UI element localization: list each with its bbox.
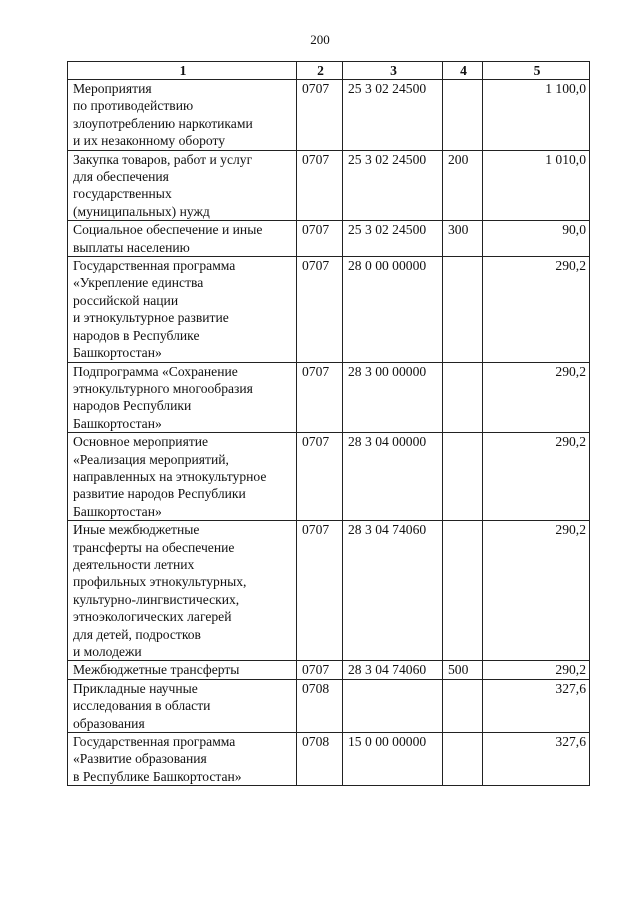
header-col-4: 4 [443,62,483,80]
row-expense-type: 300 [443,221,483,257]
row-target-code: 28 3 00 00000 [343,362,443,433]
row-amount: 290,2 [483,433,590,521]
row-target-code: 15 0 00 00000 [343,733,443,786]
row-expense-type: 500 [443,661,483,679]
row-target-code: 25 3 02 24500 [343,80,443,151]
row-amount: 90,0 [483,221,590,257]
table-row [68,221,590,257]
row-section: 0707 [297,433,343,521]
row-name: Подпрограмма «Сохранение этнокультурного многообразия народов Республики Башкортостан» [68,362,297,433]
header-col-2: 2 [297,62,343,80]
row-target-code: 28 0 00 00000 [343,257,443,362]
table-row [68,433,590,521]
row-name: Прикладные научные исследования в области образования [68,679,297,732]
table-row [68,80,590,151]
row-section: 0707 [297,150,343,221]
row-section: 0707 [297,257,343,362]
row-target-code [343,679,443,732]
row-name: Закупка товаров, работ и услуг для обеспечения государственных (муниципальных) нужд [68,150,297,221]
row-amount: 290,2 [483,521,590,661]
row-section: 0707 [297,221,343,257]
row-target-code: 28 3 04 00000 [343,433,443,521]
row-expense-type [443,733,483,786]
row-expense-type [443,80,483,151]
table-row [68,362,590,433]
row-target-code: 28 3 04 74060 [343,661,443,679]
row-name: Государственная программа «Укрепление единства российской нации и этнокультурное развитие народов в Республике Башкортостан» [68,257,297,362]
row-section: 0707 [297,80,343,151]
table-row [68,661,590,679]
row-section: 0708 [297,679,343,732]
row-section: 0707 [297,521,343,661]
row-name: Основное мероприятие «Реализация мероприятий, направленных на этнокультурное развитие народов Республики Башкортостан» [68,433,297,521]
row-target-code: 25 3 02 24500 [343,221,443,257]
page-number: 200 [310,32,330,47]
header-col-3: 3 [343,62,443,80]
row-name: Иные межбюджетные трансферты на обеспечение деятельности летних профильных этнокультурных, культурно-лингвистических, этноэкологических лагерей для детей, подростков и молодежи [68,521,297,661]
row-name: Социальное обеспечение и иные выплаты населению [68,221,297,257]
row-expense-type [443,433,483,521]
row-section: 0708 [297,733,343,786]
row-amount: 1 010,0 [483,150,590,221]
row-target-code: 28 3 04 74060 [343,521,443,661]
row-amount: 1 100,0 [483,80,590,151]
row-section: 0707 [297,362,343,433]
row-name: Межбюджетные трансферты [68,661,297,679]
row-amount: 327,6 [483,733,590,786]
row-expense-type [443,521,483,661]
table-row [68,679,590,732]
budget-table [67,61,590,786]
header-col-5: 5 [483,62,590,80]
row-expense-type [443,679,483,732]
header-col-1: 1 [68,62,297,80]
table-row [68,521,590,661]
row-amount: 327,6 [483,679,590,732]
row-name: Государственная программа «Развитие образования в Республике Башкортостан» [68,733,297,786]
table-row [68,733,590,786]
row-amount: 290,2 [483,362,590,433]
header-row [68,62,590,80]
row-expense-type [443,257,483,362]
row-amount: 290,2 [483,257,590,362]
row-expense-type: 200 [443,150,483,221]
row-amount: 290,2 [483,661,590,679]
table-row [68,257,590,362]
table-row [68,150,590,221]
row-section: 0707 [297,661,343,679]
row-expense-type [443,362,483,433]
row-target-code: 25 3 02 24500 [343,150,443,221]
row-name: Мероприятия по противодействию злоупотреблению наркотиками и их незаконному обороту [68,80,297,151]
